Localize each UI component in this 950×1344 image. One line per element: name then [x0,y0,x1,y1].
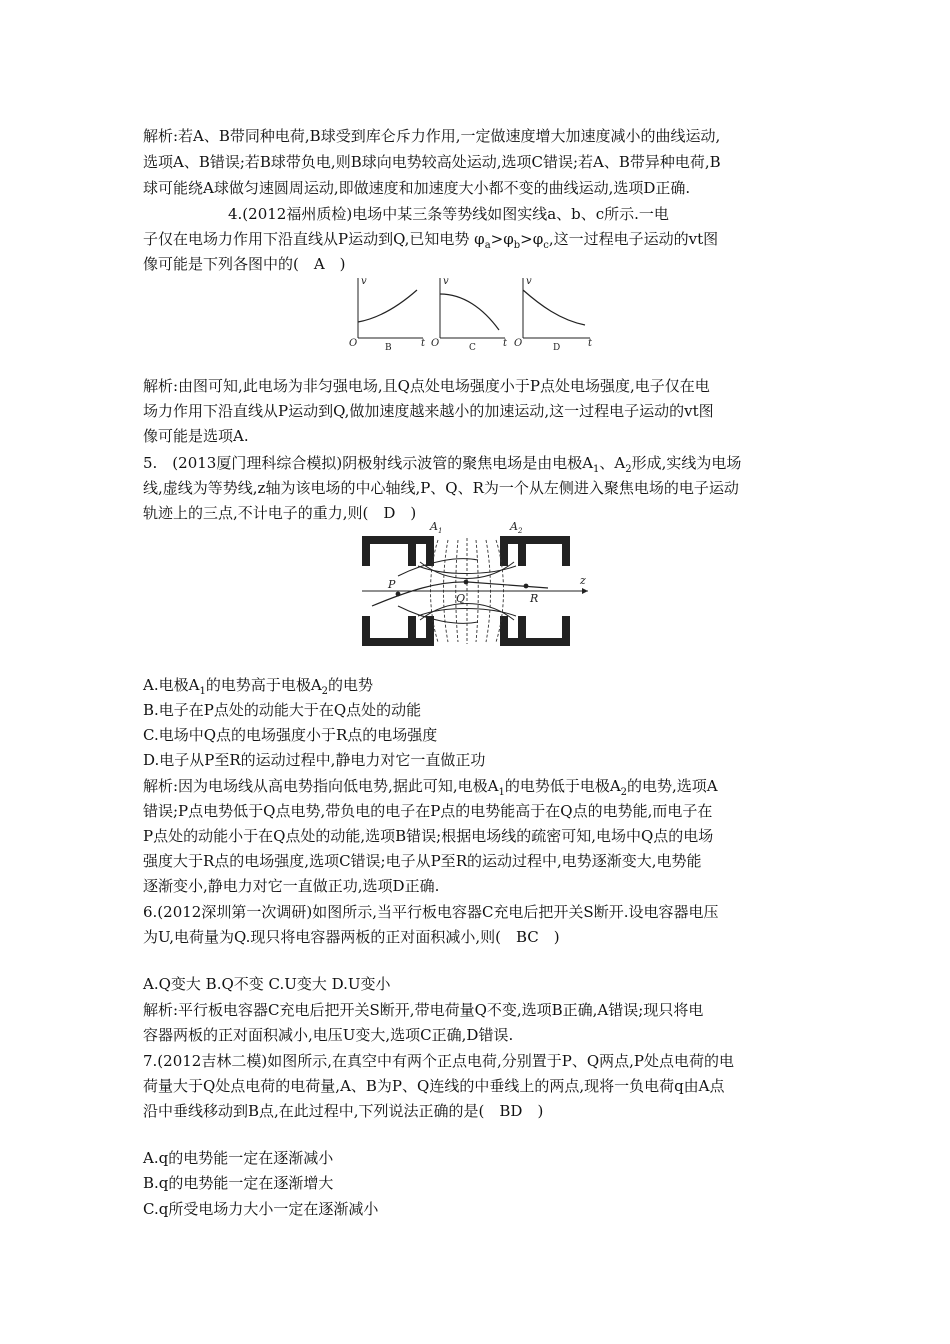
axis-v-label: v [526,276,532,287]
text-line: 场力作用下沿直线从P运动到Q,做加速度越来越小的加速运动,这一过程电子运动的vt图 [143,402,714,420]
text-line: 选项A、B错误;若B球带负电,则B球向电势较高处运动,选项C错误;若A、B带异种电荷,B [143,153,721,171]
text-line: 线,虚线为等势线,z轴为该电场的中心轴线,P、Q、R为一个从左侧进入聚焦电场的电子运动 [143,479,739,497]
electrode-a1-label: $A_1$ [430,520,443,535]
text-line: 解析:若A、B带同种电荷,B球受到库仑斥力作用,一定做速度增大加速度减小的曲线运动, [143,127,721,145]
axis-v-label: v [443,276,449,287]
z-axis-label: z [580,574,586,587]
graph-label-b: B [385,343,392,353]
question-7-heading: 7.(2012吉林二模)如图所示,在真空中有两个正点电荷,分别置于P、Q两点,P处点电荷的电 [143,1052,734,1070]
point-r-label: R [530,592,539,605]
question-5-heading: 5. (2013厦门理科综合模拟)阴极射线示波管的聚焦电场是由电极$A_1$、$A_2$形成,实线为电场 [143,454,742,475]
text-line: 像可能是下列各图中的( A ) [143,255,346,273]
axis-t-label: t [503,338,508,349]
electrostatic-lens-figure [358,516,594,666]
text-line: P点处的动能小于在Q点处的动能,选项B错误;根据电场线的疏密可知,电场中Q点的电场 [143,827,714,845]
axis-t-label: t [421,338,426,349]
text-line: 错误;P点电势低于Q点电势,带负电的电子在P点的电势能高于在Q点的电势能,而电子在 [143,802,713,820]
point-p-label: P [388,578,396,591]
text-line: 解析:因为电场线从高电势指向低电势,据此可知,电极$A_1$的电势低于电极$A_2$的电势,选项A [143,777,718,798]
text-line: 强度大于R点的电场强度,选项C错误;电子从P至R的运动过程中,电势逐渐变大,电势能 [143,852,702,870]
graph-label-c: C [469,343,476,353]
text-line: 为U,电荷量为Q.现只将电容器两板的正对面积减小,则( BC ) [143,928,560,946]
point-q-label: Q [456,592,466,605]
text-line: 轨迹上的三点,不计电子的重力,则( D ) [143,504,417,522]
option-a: A.电极$A_1$的电势高于电极$A_2$的电势 [143,676,374,697]
text-line: 解析:由图可知,此电场为非匀强电场,且Q点处电场强度小于P点处电场强度,电子仅在电 [143,377,710,395]
origin-label: O [349,338,358,349]
option-c: C.电场中Q点的电场强度小于R点的电场强度 [143,726,438,744]
option-b: B.q的电势能一定在逐渐增大 [143,1174,334,1192]
option-b: B.电子在P点处的动能大于在Q点处的动能 [143,701,422,719]
question-6-heading: 6.(2012深圳第一次调研)如图所示,当平行板电容器C充电后把开关S断开.设电容器电压 [143,903,719,921]
text-line: 沿中垂线移动到B点,在此过程中,下列说法正确的是( BD ) [143,1102,544,1120]
text-line: 荷量大于Q处点电荷的电荷量,A、B为P、Q连线的中垂线上的两点,现将一负电荷q由A点 [143,1077,725,1095]
option-c: C.q所受电场力大小一定在逐渐减小 [143,1200,379,1218]
question-4-heading: 4.(2012福州质检)电场中某三条等势线如图实线a、b、c所示.一电 [228,205,669,223]
axis-v-label: v [361,276,367,287]
option-a: A.q的电势能一定在逐渐减小 [143,1149,334,1167]
vt-graphs-figure [345,270,605,355]
axis-t-label: t [588,338,593,349]
text-line: 子仅在电场力作用下沿直线从P运动到Q,已知电势 $\varphi_a>\varphi_b>\varphi_c$,这一过程电子运动的vt图 [143,230,719,251]
electrode-a2-label: $A_2$ [510,520,523,535]
origin-label: O [431,338,440,349]
text-line: 容器两板的正对面积减小,电压U变大,选项C正确,D错误. [143,1026,514,1044]
origin-label: O [514,338,523,349]
text-line: 逐渐变小,静电力对它一直做正功,选项D正确. [143,877,440,895]
question-6-options: A.Q变大 B.Q不变 C.U变大 D.U变小 [143,975,391,993]
text-line: 解析:平行板电容器C充电后把开关S断开,带电荷量Q不变,选项B正确,A错误;现只将电 [143,1001,704,1019]
option-d: D.电子从P至R的运动过程中,静电力对它一直做正功 [143,751,486,769]
text-line: 像可能是选项A. [143,427,249,445]
text-line: 球可能绕A球做匀速圆周运动,即做速度和加速度大小都不变的曲线运动,选项D正确. [143,179,691,197]
graph-label-d: D [553,343,561,353]
